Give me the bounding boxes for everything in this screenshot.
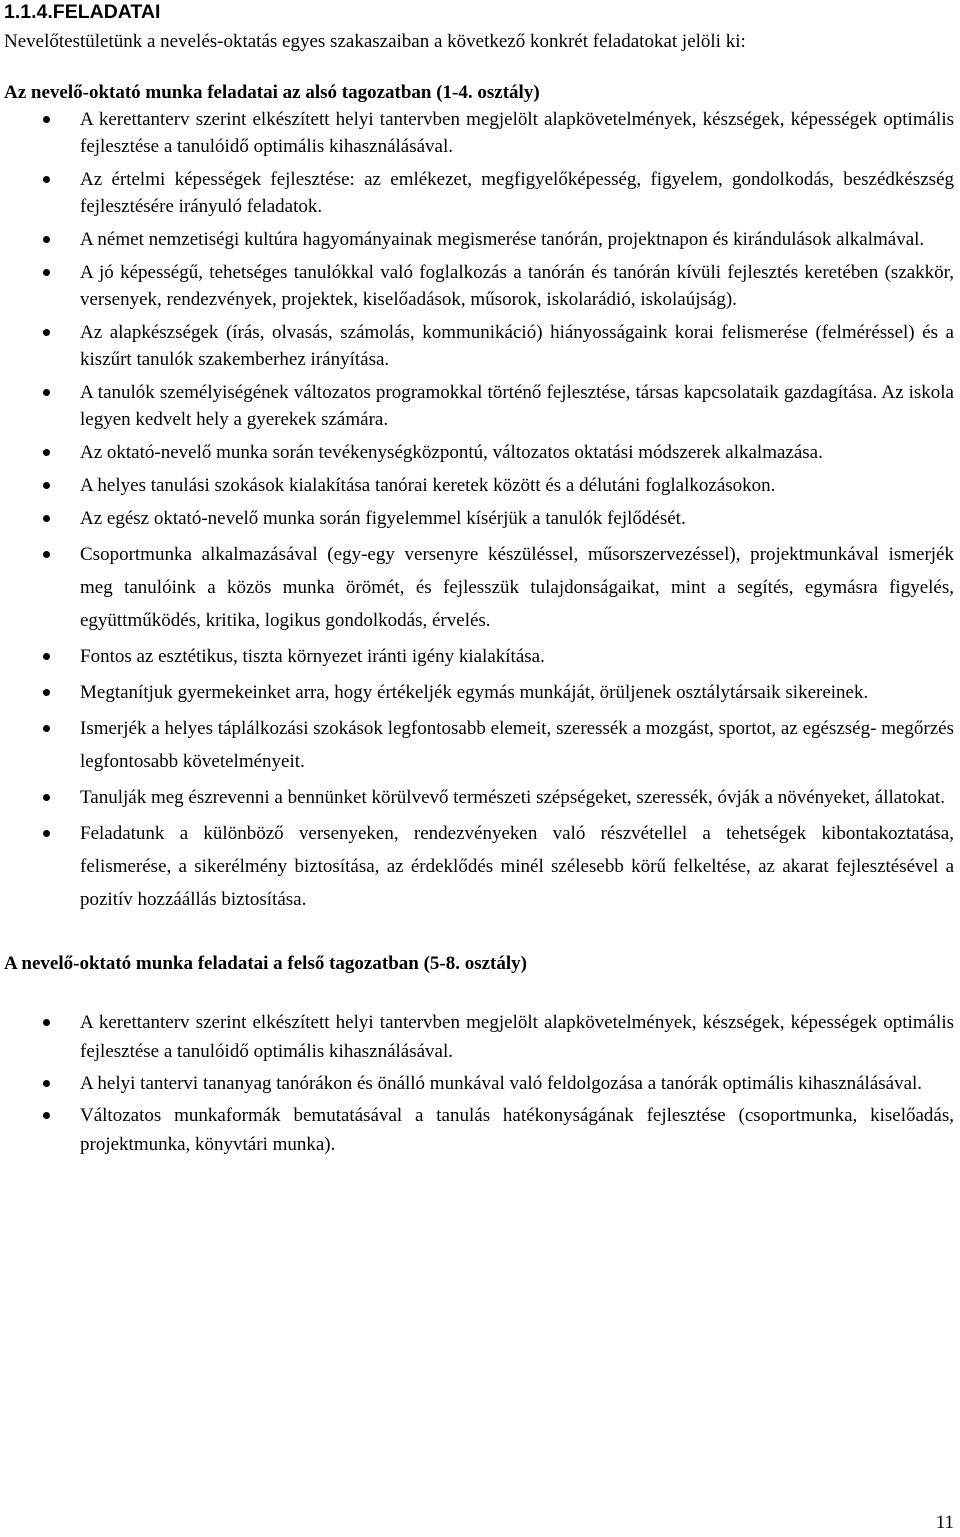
list-item: A kerettanterv szerint elkészített helyi tantervben megjelölt alapkövetelmények, készségek, képességek optimális fejlesztése a tanulóidő optimális kihasználásával. <box>4 106 954 160</box>
lower-grades-title: Az nevelő-oktató munka feladatai az alsó tagozatban (1-4. osztály) <box>4 82 540 103</box>
list-item: Változatos munkaformák bemutatásával a tanulás hatékonyságának fejlesztése (csoportmunka, kiselőadás, projektmunka, könyvtári munka). <box>4 1101 954 1159</box>
list-item: Ismerjék a helyes táplálkozási szokások legfontosabb elemeit, szeressék a mozgást, sportot, az egészség- megőrzés legfontosabb követelményeit. <box>4 712 954 778</box>
list-item: A tanulók személyiségének változatos programokkal történő fejlesztése, társas kapcsolataik gazdagítása. Az iskola legyen kedvelt hely a gyerekek számára. <box>4 379 954 433</box>
list-item: A helyi tantervi tananyag tanórákon és önálló munkával való feldolgozása a tanórák optimális kihasználásával. <box>4 1069 954 1098</box>
list-item: Az értelmi képességek fejlesztése: az emlékezet, megfigyelőképesség, figyelem, gondolkodás, beszédkészség fejlesztésére irányuló feladatok. <box>4 166 954 220</box>
lower-grades-task-list <box>4 106 954 916</box>
upper-grades-task-list <box>4 1008 954 1159</box>
document-page <box>4 0 954 1162</box>
list-item: Csoportmunka alkalmazásával (egy-egy versenyre készüléssel, műsorszervezéssel), projektmunkával ismerjék meg tanulóink a közös munka örömét, és fejlesszük tulajdonságaikat, mint a segítés, egymásra figyelés, együttműködés, kritika, logikus gondolkodás, érvelés. <box>4 538 954 637</box>
list-item: Feladatunk a különböző versenyeken, rendezvényeken való részvétellel a tehetségek kibontakoztatása, felismerése, a sikerélmény biztosítása, az érdeklődés minél szélesebb körű felkeltése, az akarat fejlesztésével a pozitív hozzáállás biztosítása. <box>4 817 954 916</box>
list-item: A kerettanterv szerint elkészített helyi tantervben megjelölt alapkövetelmények, készségek, képességek optimális fejlesztése a tanulóidő optimális kihasználásával. <box>4 1008 954 1066</box>
list-item: Az alapkészségek (írás, olvasás, számolás, kommunikáció) hiányosságaink korai felismerése (felméréssel) és a kiszűrt tanulók szakemberhez irányítása. <box>4 319 954 373</box>
list-item: Fontos az esztétikus, tiszta környezet iránti igény kialakítása. <box>4 640 954 673</box>
list-item: A német nemzetiségi kultúra hagyományainak megismerése tanórán, projektnapon és kirándulások alkalmával. <box>4 226 954 253</box>
intro-paragraph: Nevelőtestületünk a nevelés-oktatás egyes szakaszaiban a következő konkrét feladatokat jelöli ki: <box>4 31 746 52</box>
list-item: Az egész oktató-nevelő munka során figyelemmel kísérjük a tanulók fejlődését. <box>4 505 954 532</box>
page-number: 11 <box>935 1512 954 1533</box>
list-item: Tanulják meg észrevenni a bennünket körülvevő természeti szépségeket, szeressék, óvják a növényeket, állatokat. <box>4 781 954 814</box>
section-heading: 1.1.4.FELADATAI <box>4 1 161 23</box>
list-item: A helyes tanulási szokások kialakítása tanórai keretek között és a délutáni foglalkozásokon. <box>4 472 954 499</box>
list-item: A jó képességű, tehetséges tanulókkal való foglalkozás a tanórán és tanórán kívüli fejlesztés keretében (szakkör, versenyek, rendezvények, projektek, kiselőadások, műsorok, iskolarádió, iskolaújság). <box>4 259 954 313</box>
list-item: Az oktató-nevelő munka során tevékenységközpontú, változatos oktatási módszerek alkalmazása. <box>4 439 954 466</box>
list-item: Megtanítjuk gyermekeinket arra, hogy értékeljék egymás munkáját, örüljenek osztálytársaik sikereinek. <box>4 676 954 709</box>
upper-grades-title: A nevelő-oktató munka feladatai a felső tagozatban (5-8. osztály) <box>4 953 527 974</box>
